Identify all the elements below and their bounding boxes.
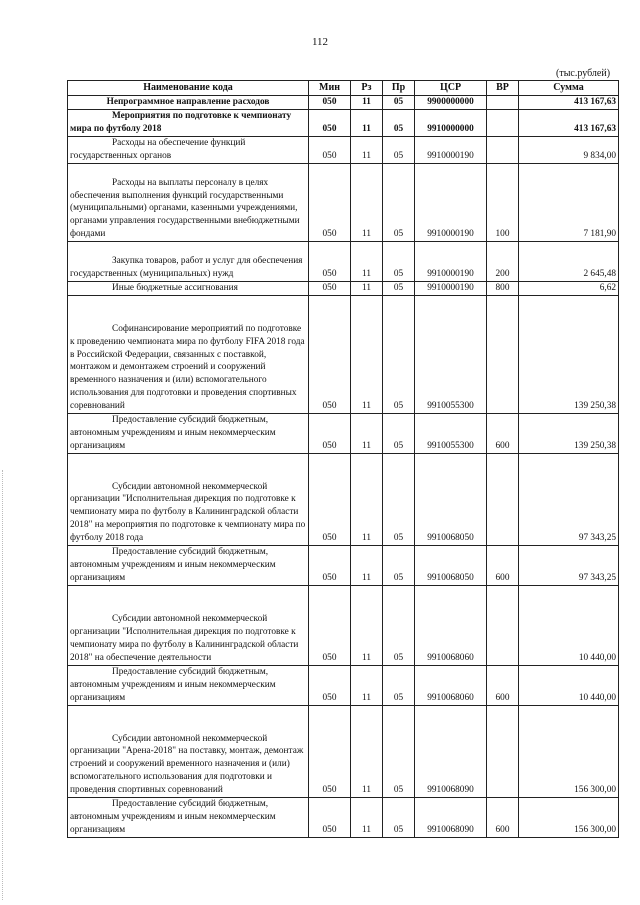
row-vr [487,295,519,413]
row-name: Субсидии автономной некоммерческой организации "Исполнительная дирекция по подготовке к чемпионату мира по футболу в Калининградской области 2018" на мероприятия по подготовке к чемпионату мира по футболу 2018 года [68,453,309,545]
row-min: 050 [309,453,351,545]
row-csr: 9910055300 [415,413,487,453]
table-row [68,705,619,797]
row-pr: 05 [383,705,415,797]
table-row [68,585,619,665]
row-sum: 10 440,00 [519,665,619,705]
header-rz: Рз [351,81,383,96]
row-csr: 9910068090 [415,705,487,797]
row-name: Софинансирование мероприятий по подготовке к проведению чемпионата мира по футболу FIFA 2018 года в Российской Федерации, связанных с поставкой, монтажом и демонтажем строений и сооружений временного назначения и (или) вспомогательного использования для подготовки и проведения спортивных соревнований [68,295,309,413]
row-csr: 9910055300 [415,295,487,413]
header-min: Мин [309,81,351,96]
row-vr: 800 [487,281,519,295]
row-name: Непрограммное направление расходов [68,96,309,110]
row-csr: 9910068050 [415,545,487,585]
row-csr: 9910000000 [415,109,487,136]
row-sum: 139 250,38 [519,295,619,413]
row-rz: 11 [351,797,383,837]
row-pr: 05 [383,96,415,110]
row-min: 050 [309,797,351,837]
row-sum: 10 440,00 [519,585,619,665]
row-csr: 9910000190 [415,281,487,295]
row-sum: 9 834,00 [519,136,619,163]
row-name: Иные бюджетные ассигнования [68,281,309,295]
row-csr: 9910000190 [415,136,487,163]
row-csr: 9910068050 [415,453,487,545]
row-csr: 9900000000 [415,96,487,110]
row-pr: 05 [383,453,415,545]
row-rz: 11 [351,163,383,241]
row-sum: 156 300,00 [519,705,619,797]
header-csr: ЦСР [415,81,487,96]
header-vr: ВР [487,81,519,96]
row-sum: 156 300,00 [519,797,619,837]
row-name: Предоставление субсидий бюджетным, автономным учреждениям и иным некоммерческим организациям [68,665,309,705]
row-vr: 600 [487,797,519,837]
row-sum: 7 181,90 [519,163,619,241]
table-row [68,413,619,453]
row-pr: 05 [383,585,415,665]
row-vr: 200 [487,241,519,281]
row-rz: 11 [351,705,383,797]
row-min: 050 [309,109,351,136]
units-label: (тыс.рублей) [556,68,611,79]
row-name: Субсидии автономной некоммерческой организации "Арена-2018" на поставку, монтаж, демонтаж строений и сооружений временного назначения и (или) вспомогательного использования для подготовки и проведения спортивных соревнований [68,705,309,797]
row-name: Закупка товаров, работ и услуг для обеспечения государственных (муниципальных) нужд [68,241,309,281]
row-pr: 05 [383,413,415,453]
row-vr [487,96,519,110]
row-rz: 11 [351,413,383,453]
table-row [68,295,619,413]
row-sum: 97 343,25 [519,453,619,545]
row-rz: 11 [351,109,383,136]
row-pr: 05 [383,163,415,241]
header-pr: Пр [383,81,415,96]
row-name: Субсидии автономной некоммерческой организации "Исполнительная дирекция по подготовке к чемпионату мира по футболу в Калининградской области 2018" на обеспечение деятельности [68,585,309,665]
table-row [68,163,619,241]
row-csr: 9910068060 [415,585,487,665]
header-sum: Сумма [519,81,619,96]
row-pr: 05 [383,241,415,281]
row-name: Предоставление субсидий бюджетным, автономным учреждениям и иным некоммерческим организациям [68,413,309,453]
row-min: 050 [309,295,351,413]
row-min: 050 [309,241,351,281]
row-rz: 11 [351,281,383,295]
row-sum: 413 167,63 [519,96,619,110]
row-vr [487,705,519,797]
row-sum: 413 167,63 [519,109,619,136]
table-row [68,241,619,281]
table-row [68,545,619,585]
row-pr: 05 [383,136,415,163]
row-min: 050 [309,413,351,453]
row-pr: 05 [383,281,415,295]
row-sum: 2 645,48 [519,241,619,281]
page-number: 112 [311,36,329,48]
row-name: Предоставление субсидий бюджетным, автономным учреждениям и иным некоммерческим организациям [68,797,309,837]
table-row [68,665,619,705]
row-vr [487,109,519,136]
row-rz: 11 [351,295,383,413]
row-pr: 05 [383,797,415,837]
row-pr: 05 [383,109,415,136]
row-min: 050 [309,136,351,163]
row-rz: 11 [351,585,383,665]
row-rz: 11 [351,453,383,545]
header-name: Наименование кода [68,81,309,96]
row-min: 050 [309,545,351,585]
budget-table [67,80,619,838]
row-name: Расходы на выплаты персоналу в целях обеспечения выполнения функций государственными (муниципальными) органами, казенными учреждениями, органами управления государственными внебюджетными фондами [68,163,309,241]
row-rz: 11 [351,96,383,110]
row-vr [487,585,519,665]
row-csr: 9910000190 [415,163,487,241]
row-vr: 600 [487,545,519,585]
row-rz: 11 [351,136,383,163]
table-row [68,96,619,110]
row-name: Мероприятия по подготовке к чемпионату мира по футболу 2018 [68,109,309,136]
row-pr: 05 [383,665,415,705]
table-row [68,281,619,295]
row-csr: 9910000190 [415,241,487,281]
row-vr: 600 [487,413,519,453]
row-name: Расходы на обеспечение функций государственных органов [68,136,309,163]
scan-edge-marks [2,470,6,900]
row-csr: 9910068090 [415,797,487,837]
row-min: 050 [309,705,351,797]
table-row [68,453,619,545]
row-vr: 600 [487,665,519,705]
row-vr [487,453,519,545]
row-rz: 11 [351,545,383,585]
row-sum: 139 250,38 [519,413,619,453]
row-sum: 6,62 [519,281,619,295]
row-sum: 97 343,25 [519,545,619,585]
row-min: 050 [309,585,351,665]
row-pr: 05 [383,295,415,413]
table-row [68,136,619,163]
row-csr: 9910068060 [415,665,487,705]
row-rz: 11 [351,241,383,281]
row-min: 050 [309,96,351,110]
row-min: 050 [309,665,351,705]
row-min: 050 [309,281,351,295]
row-min: 050 [309,163,351,241]
row-pr: 05 [383,545,415,585]
row-name: Предоставление субсидий бюджетным, автономным учреждениям и иным некоммерческим организациям [68,545,309,585]
row-vr: 100 [487,163,519,241]
table-row [68,797,619,837]
row-vr [487,136,519,163]
row-rz: 11 [351,665,383,705]
table-row [68,109,619,136]
table-header-row [68,81,619,96]
